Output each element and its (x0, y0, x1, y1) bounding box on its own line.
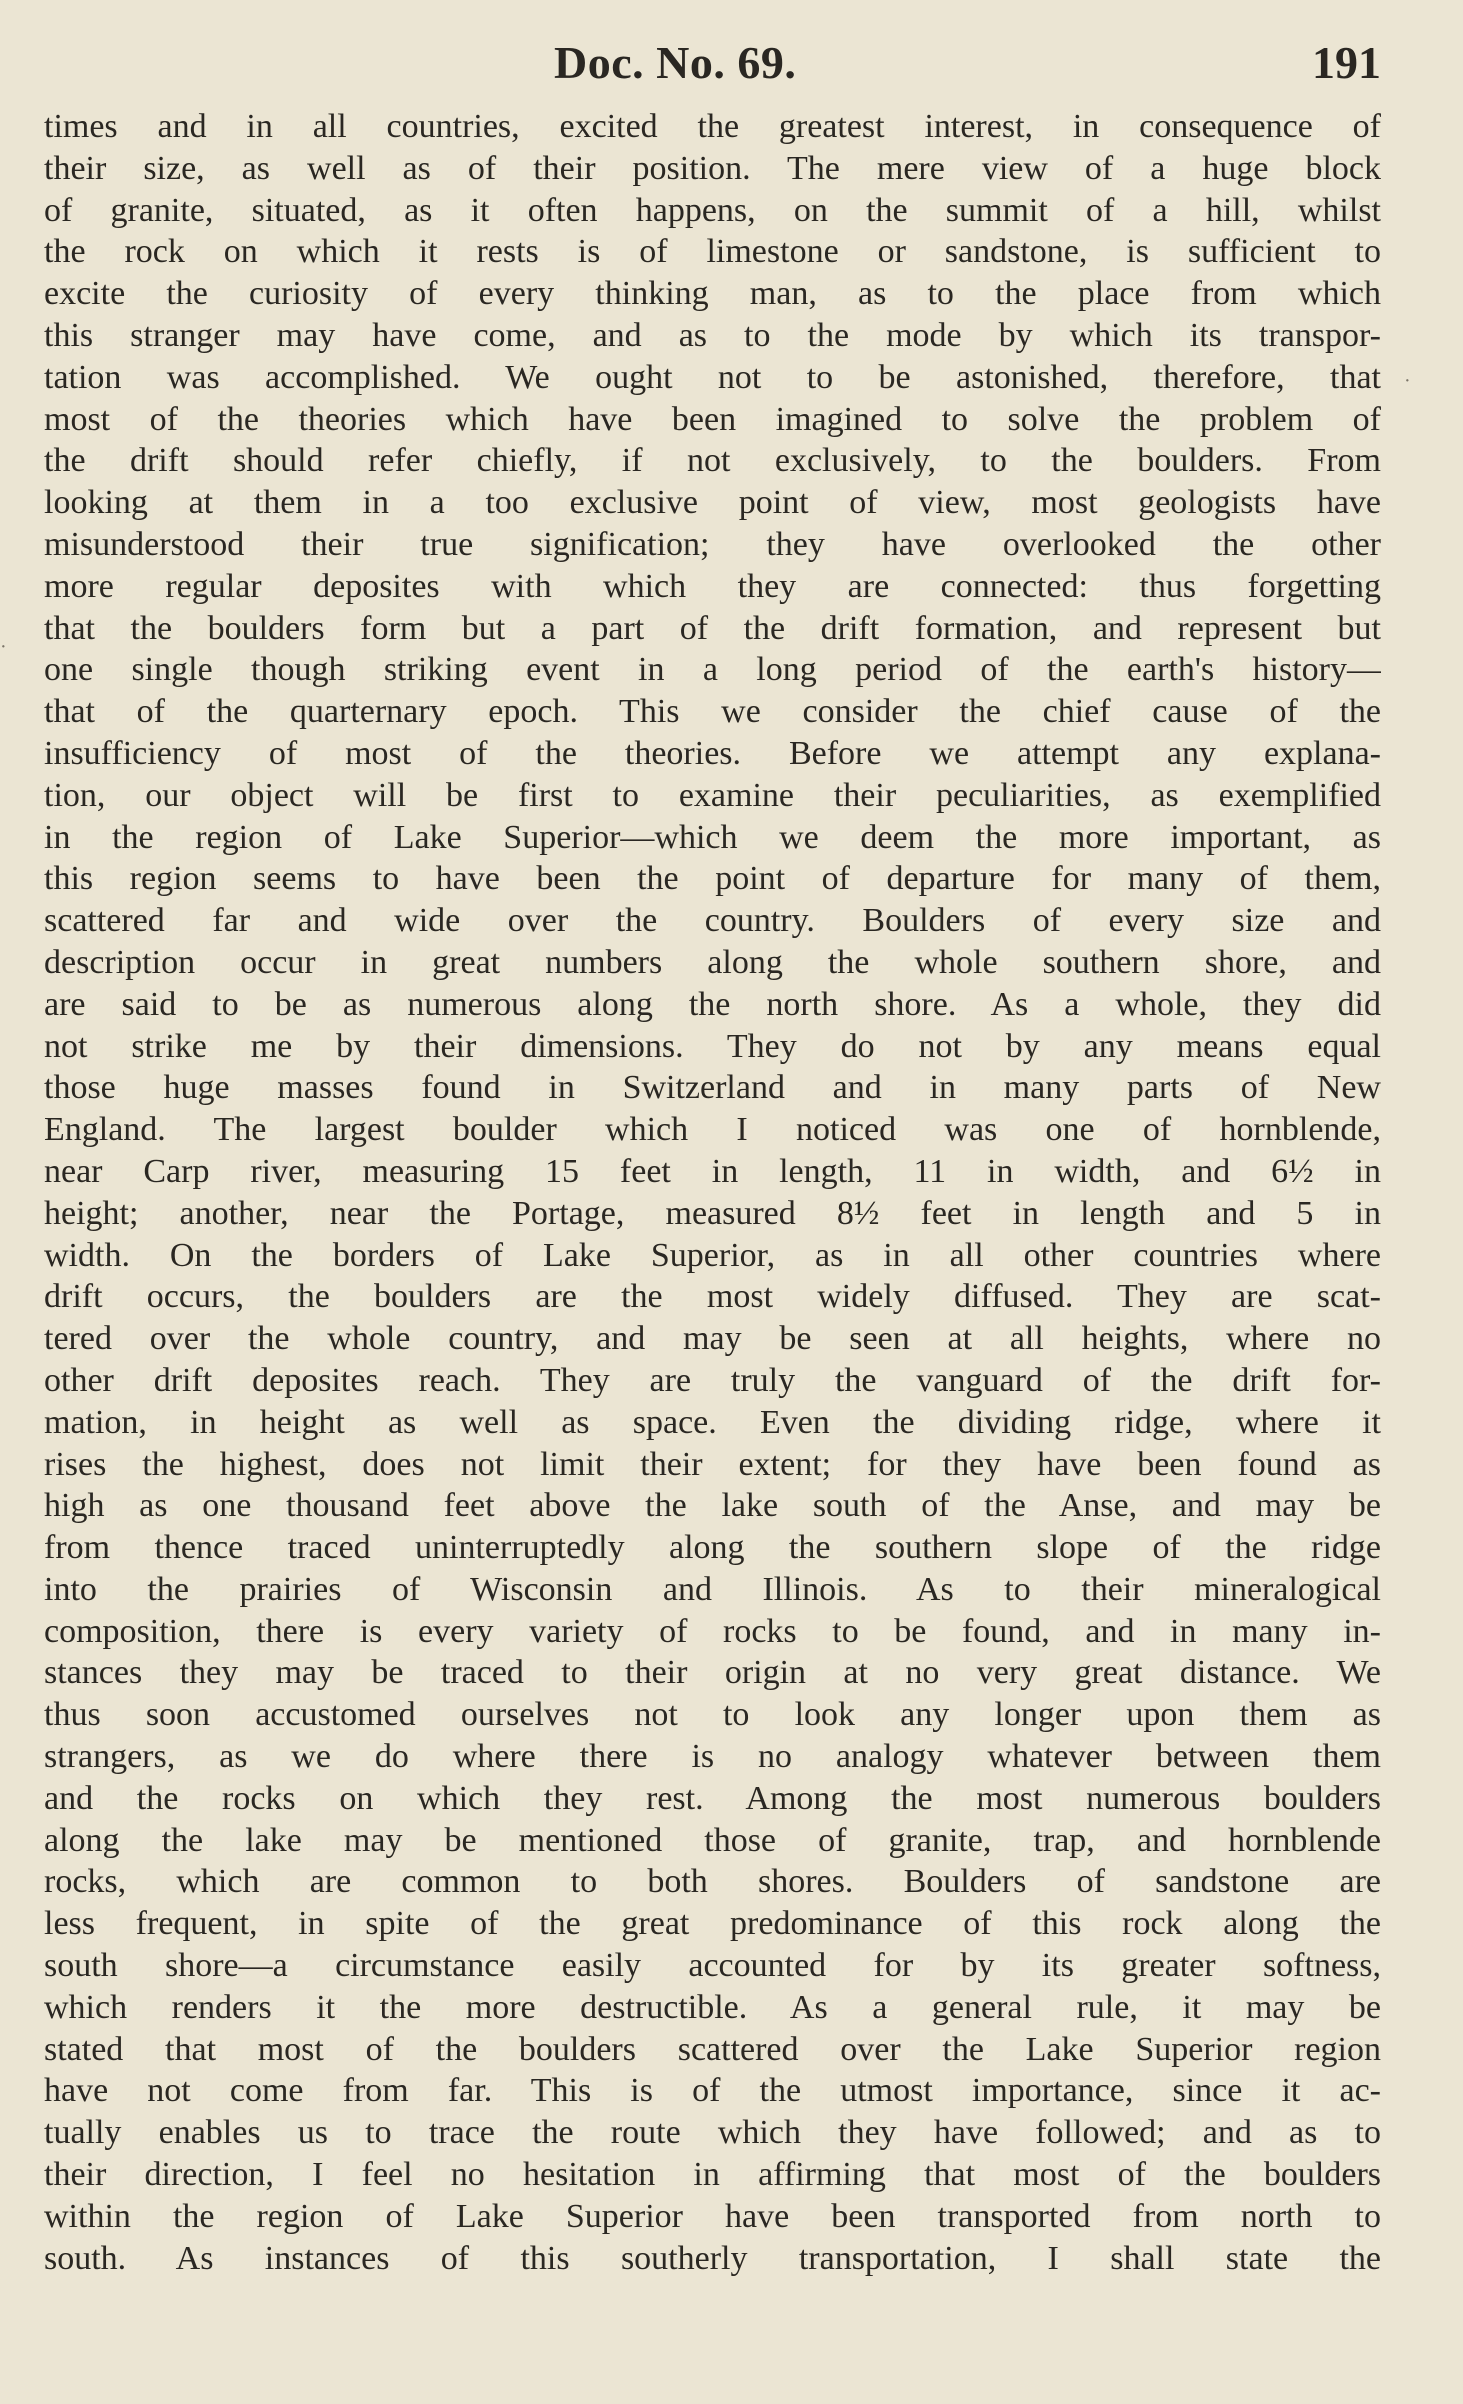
text-line: excite the curiosity of every thinking man, as to the place from which (44, 275, 1381, 313)
text-line: high as one thousand feet above the lake south of the Anse, and may be (44, 1487, 1381, 1525)
text-line: the rock on which it rests is of limestone or sandstone, is sufficient to (44, 233, 1381, 271)
text-line: south shore—a circumstance easily accounted for by its greater softness, (44, 1947, 1381, 1985)
text-line: their direction, I feel no hesitation in affirming that most of the boulders (44, 2156, 1381, 2194)
text-line: along the lake may be mentioned those of granite, trap, and hornblende (44, 1821, 1381, 1859)
text-line: looking at them in a too exclusive point of view, most geologists have (44, 484, 1381, 522)
text-line: most of the theories which have been imagined to solve the problem of (44, 400, 1381, 438)
page-number: 191 (1312, 37, 1381, 88)
text-line: height; another, near the Portage, measured 8½ feet in length and 5 in (44, 1194, 1381, 1232)
text-line: of granite, situated, as it often happens, on the summit of a hill, whilst (44, 191, 1381, 229)
page-header (44, 36, 1381, 106)
text-line: mation, in height as well as space. Even the dividing ridge, where it (44, 1403, 1381, 1441)
text-line: not strike me by their dimensions. They do not by any means equal (44, 1027, 1381, 1065)
body-text (44, 106, 1381, 2279)
text-line: insufficiency of most of the theories. Before we attempt any explana- (44, 734, 1381, 772)
text-line: less frequent, in spite of the great predominance of this rock along the (44, 1905, 1381, 1943)
text-line: south. As instances of this southerly transportation, I shall state the (44, 2239, 1381, 2277)
text-line: from thence traced uninterruptedly along the southern slope of the ridge (44, 1529, 1381, 1567)
text-line: composition, there is every variety of rocks to be found, and in many in- (44, 1612, 1381, 1650)
text-line: scattered far and wide over the country. Boulders of every size and (44, 902, 1381, 940)
margin-speck: · (1404, 370, 1411, 392)
text-line: England. The largest boulder which I noticed was one of hornblende, (44, 1111, 1381, 1149)
text-line: which renders it the more destructible. As a general rule, it may be (44, 1988, 1381, 2026)
text-line: that of the quarternary epoch. This we consider the chief cause of the (44, 693, 1381, 731)
text-line: the drift should refer chiefly, if not exclusively, to the boulders. From (44, 442, 1381, 480)
text-line: other drift deposites reach. They are truly the vanguard of the drift for- (44, 1361, 1381, 1399)
text-line: description occur in great numbers along the whole southern shore, and (44, 943, 1381, 981)
text-line: tation was accomplished. We ought not to be astonished, therefore, that (44, 358, 1381, 396)
text-line: one single though striking event in a long period of the earth's history— (44, 651, 1381, 689)
text-line: more regular deposites with which they are connected: thus forgetting (44, 567, 1381, 605)
text-line: this stranger may have come, and as to the mode by which its transpor- (44, 316, 1381, 354)
text-line: have not come from far. This is of the utmost importance, since it ac- (44, 2072, 1381, 2110)
text-line: in the region of Lake Superior—which we deem the more important, as (44, 818, 1381, 856)
text-line: strangers, as we do where there is no analogy whatever between them (44, 1738, 1381, 1776)
margin-speck: · (0, 636, 7, 658)
text-line: and the rocks on which they rest. Among the most numerous boulders (44, 1779, 1381, 1817)
text-line: that the boulders form but a part of the drift formation, and represent but (44, 609, 1381, 647)
text-line: near Carp river, measuring 15 feet in length, 11 in width, and 6½ in (44, 1152, 1381, 1190)
text-line: are said to be as numerous along the north shore. As a whole, they did (44, 985, 1381, 1023)
text-line: times and in all countries, excited the greatest interest, in consequence of (44, 108, 1381, 145)
text-line: their size, as well as of their position. The mere view of a huge block (44, 149, 1381, 187)
text-line: rocks, which are common to both shores. Boulders of sandstone are (44, 1863, 1381, 1901)
text-line: width. On the borders of Lake Superior, as in all other countries where (44, 1236, 1381, 1274)
text-line: this region seems to have been the point of departure for many of them, (44, 860, 1381, 898)
text-line: rises the highest, does not limit their extent; for they have been found as (44, 1445, 1381, 1483)
text-line: tually enables us to trace the route which they have followed; and as to (44, 2114, 1381, 2152)
document-number: Doc. No. 69. (554, 37, 797, 88)
text-line: tered over the whole country, and may be seen at all heights, where no (44, 1320, 1381, 1358)
text-line: those huge masses found in Switzerland and in many parts of New (44, 1069, 1381, 1107)
text-line: tion, our object will be first to examine their peculiarities, as exemplified (44, 776, 1381, 814)
text-line: thus soon accustomed ourselves not to look any longer upon them as (44, 1696, 1381, 1734)
text-line: stances they may be traced to their origin at no very great distance. We (44, 1654, 1381, 1692)
text-line: within the region of Lake Superior have been transported from north to (44, 2197, 1381, 2235)
text-line: stated that most of the boulders scattered over the Lake Superior region (44, 2030, 1381, 2068)
text-line: misunderstood their true signification; they have overlooked the other (44, 525, 1381, 563)
text-line: into the prairies of Wisconsin and Illinois. As to their mineralogical (44, 1570, 1381, 1608)
text-line: drift occurs, the boulders are the most widely diffused. They are scat- (44, 1278, 1381, 1316)
